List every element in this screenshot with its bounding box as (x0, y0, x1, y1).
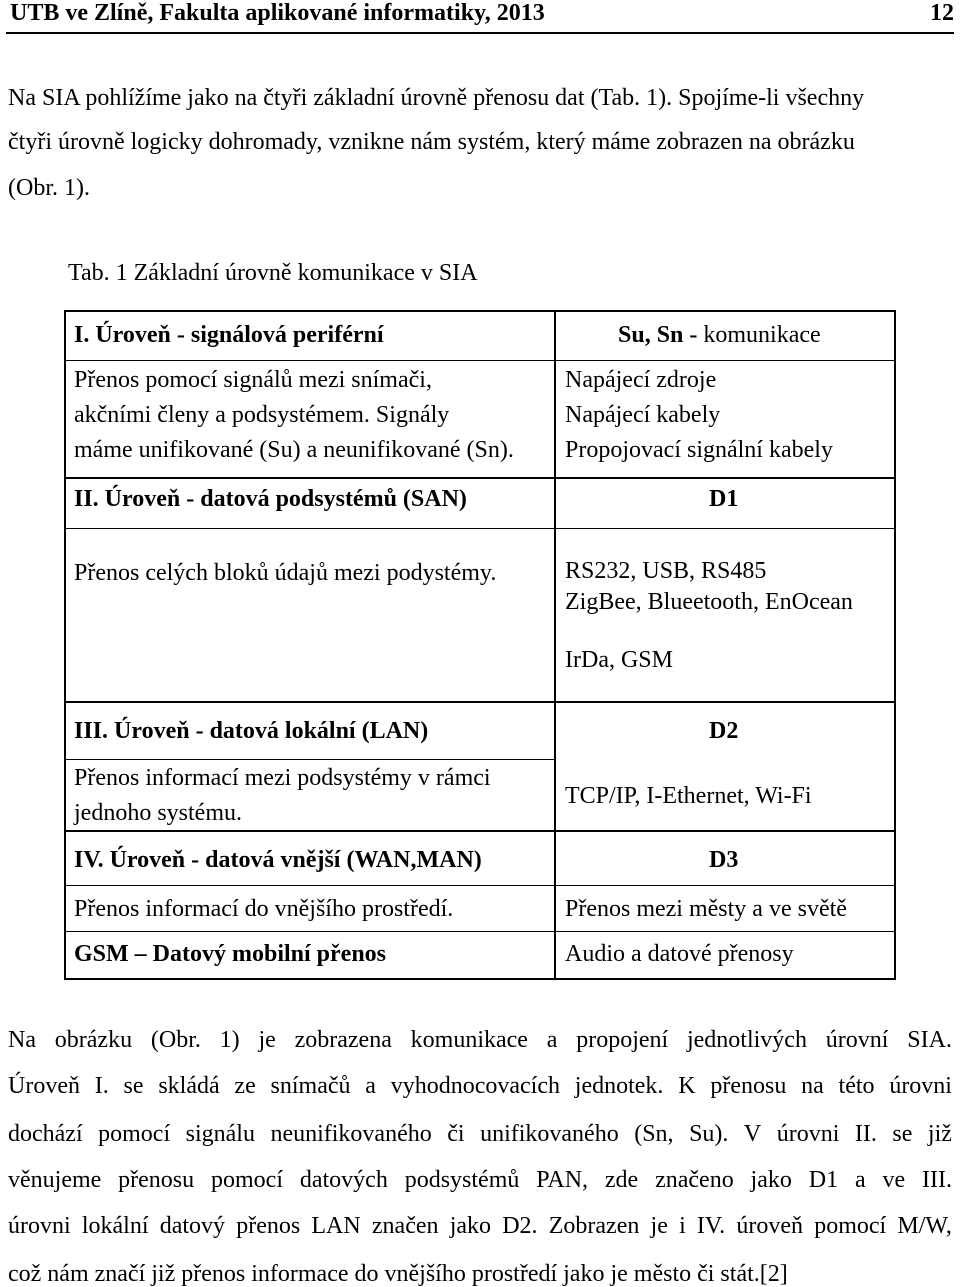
outro-word: ve (882, 1167, 906, 1193)
outro-word: pomocí (814, 1213, 887, 1239)
outro-word: přenosu (710, 1073, 787, 1099)
outro-word: přenos (236, 1213, 301, 1239)
level3-title: III. Úroveň - datová lokální (LAN) (74, 718, 429, 744)
outro-word: pomocí (98, 1121, 171, 1147)
outro-word: vyhodnocovacích (390, 1073, 560, 1099)
row-divider (64, 759, 556, 760)
level1-right-2: Napájecí kabely (565, 402, 721, 428)
row-divider (64, 528, 556, 529)
outro-word: (Obr. (150, 1027, 201, 1053)
level2-right-3: IrDa, GSM (565, 647, 673, 673)
outro-word: I. (94, 1073, 109, 1099)
outro-word: podsystémů (404, 1167, 520, 1193)
level2-right-title: D1 (709, 486, 739, 512)
row-divider (554, 360, 896, 361)
outro-word: skládá (158, 1073, 220, 1099)
page-number: 12 (930, 0, 954, 26)
outro-word: Na (8, 1027, 36, 1053)
outro-word: úrovni (776, 1121, 840, 1147)
table-caption: Tab. 1 Základní úrovně komunikace v SIA (68, 260, 478, 286)
gsm-title: GSM – Datový mobilní přenos (74, 941, 387, 967)
outro-word: unifikovaného (480, 1121, 619, 1147)
row-divider (554, 885, 896, 886)
row-divider (64, 885, 556, 886)
level1-right-title (618, 322, 821, 349)
row-divider (554, 931, 896, 932)
outro-word: značen (371, 1213, 439, 1239)
outro-word: 1) (219, 1027, 240, 1053)
level1-right-title-normal: komunikace (703, 322, 821, 348)
level2-desc: Přenos celých bloků údajů mezi podystémy. (74, 560, 497, 586)
outro-word: zde (604, 1167, 639, 1193)
outro-word: IV. (696, 1213, 726, 1239)
level3-desc-1: Přenos informací mezi podsystémy v rámci (74, 765, 491, 791)
outro-line (8, 1028, 952, 1052)
level1-desc-3: máme unifikované (Su) a neunifikované (Sn). (74, 437, 514, 463)
intro-line-3: (Obr. 1). (8, 175, 90, 201)
outro-word: snímačů (270, 1073, 351, 1099)
intro-line-2: čtyři úrovně logicky dohromady, vznikne nám systém, který máme zobrazen na obrázku (8, 129, 855, 155)
outro-word: již (927, 1121, 952, 1147)
outro-word: SIA. (907, 1027, 952, 1053)
outro-word: Su). (689, 1121, 729, 1147)
outro-last-line: což nám značí již přenos informace do vnějšího prostředí jako je město či stát.[2] (8, 1261, 788, 1287)
level2-right-2: ZigBee, Blueetooth, EnOcean (565, 589, 853, 615)
level4-desc: Přenos informací do vnějšího prostředí. (74, 896, 454, 922)
outro-word: a (854, 1167, 866, 1193)
outro-line (8, 1074, 952, 1098)
level1-desc-1: Přenos pomocí signálů mezi snímači, (74, 367, 432, 393)
level4-right-title: D3 (709, 847, 739, 873)
row-divider (554, 528, 896, 529)
row-divider (64, 360, 556, 361)
level2-right-1: RS232, USB, RS485 (565, 558, 767, 584)
outro-word: na (801, 1073, 824, 1099)
outro-word: úroveň (736, 1213, 803, 1239)
header-rule (6, 32, 954, 34)
outro-word: jako (449, 1213, 492, 1239)
outro-word: datový (159, 1213, 226, 1239)
level4-title: IV. Úroveň - datová vnější (WAN,MAN) (74, 847, 482, 873)
row-divider (64, 931, 556, 932)
level1-desc-2: akčními členy a podsystémem. Signály (74, 402, 450, 428)
outro-word: úrovni (889, 1073, 952, 1099)
level2-title: II. Úroveň - datová podsystémů (SAN) (74, 486, 467, 512)
outro-word: LAN (311, 1213, 361, 1239)
level3-desc-2: jednoho systému. (74, 800, 242, 826)
outro-word: a (365, 1073, 376, 1099)
outro-word: značeno (655, 1167, 734, 1193)
level1-right-3: Propojovací signální kabely (565, 437, 833, 463)
outro-word: této (838, 1073, 875, 1099)
outro-word: propojení (576, 1027, 669, 1053)
outro-word: ze (234, 1073, 256, 1099)
outro-word: D2. (502, 1213, 538, 1239)
outro-word: věnujeme (8, 1167, 102, 1193)
level1-right-1: Napájecí zdroje (565, 367, 717, 393)
outro-word: je (258, 1027, 276, 1053)
outro-word: přenosu (118, 1167, 195, 1193)
header-title: UTB ve Zlíně, Fakulta aplikované informatiky, 2013 (10, 0, 545, 26)
outro-word: (Sn, (634, 1121, 674, 1147)
outro-word: lokální (81, 1213, 149, 1239)
intro-line-1: Na SIA pohlížíme jako na čtyři základní úrovně přenosu dat (Tab. 1). Spojíme-li všechny (8, 85, 865, 111)
outro-word: komunikace (410, 1027, 528, 1053)
outro-word: je (650, 1213, 668, 1239)
outro-line (8, 1214, 952, 1238)
outro-word: se (892, 1121, 913, 1147)
outro-word: zobrazena (294, 1027, 392, 1053)
outro-word: Zobrazen (548, 1213, 640, 1239)
outro-word: či (447, 1121, 465, 1147)
outro-line (8, 1168, 952, 1192)
level1-title: I. Úroveň - signálová periférní (74, 322, 384, 348)
outro-word: V (743, 1121, 762, 1147)
outro-word: II. (854, 1121, 877, 1147)
outro-word: PAN, (536, 1167, 589, 1193)
gsm-right: Audio a datové přenosy (565, 941, 794, 967)
outro-word: úrovni (8, 1213, 71, 1239)
outro-word: pomocí (211, 1167, 283, 1193)
outro-word: a (546, 1027, 558, 1053)
outro-word: se (123, 1073, 144, 1099)
outro-word: K (678, 1073, 696, 1099)
outro-word: datových (299, 1167, 388, 1193)
outro-word: neunifikovaného (270, 1121, 432, 1147)
outro-line (8, 1122, 952, 1146)
level3-right: TCP/IP, I-Ethernet, Wi-Fi (565, 783, 812, 809)
outro-word: jednotek. (574, 1073, 664, 1099)
outro-word: i (679, 1213, 686, 1239)
level4-right: Přenos mezi městy a ve světě (565, 896, 847, 922)
level1-right-title-bold: Su, Sn - (618, 322, 704, 348)
outro-word: dochází (8, 1121, 83, 1147)
outro-word: Úroveň (8, 1073, 80, 1099)
outro-word: obrázku (54, 1027, 133, 1053)
outro-word: signálu (185, 1121, 255, 1147)
outro-word: M/W, (897, 1213, 952, 1239)
outro-word: III. (921, 1167, 952, 1193)
level3-right-title: D2 (709, 718, 739, 744)
outro-word: úrovní (825, 1027, 889, 1053)
outro-word: jako (750, 1167, 792, 1193)
outro-word: jednotlivých (686, 1027, 807, 1053)
outro-word: D1 (808, 1167, 839, 1193)
running-header (10, 0, 954, 30)
